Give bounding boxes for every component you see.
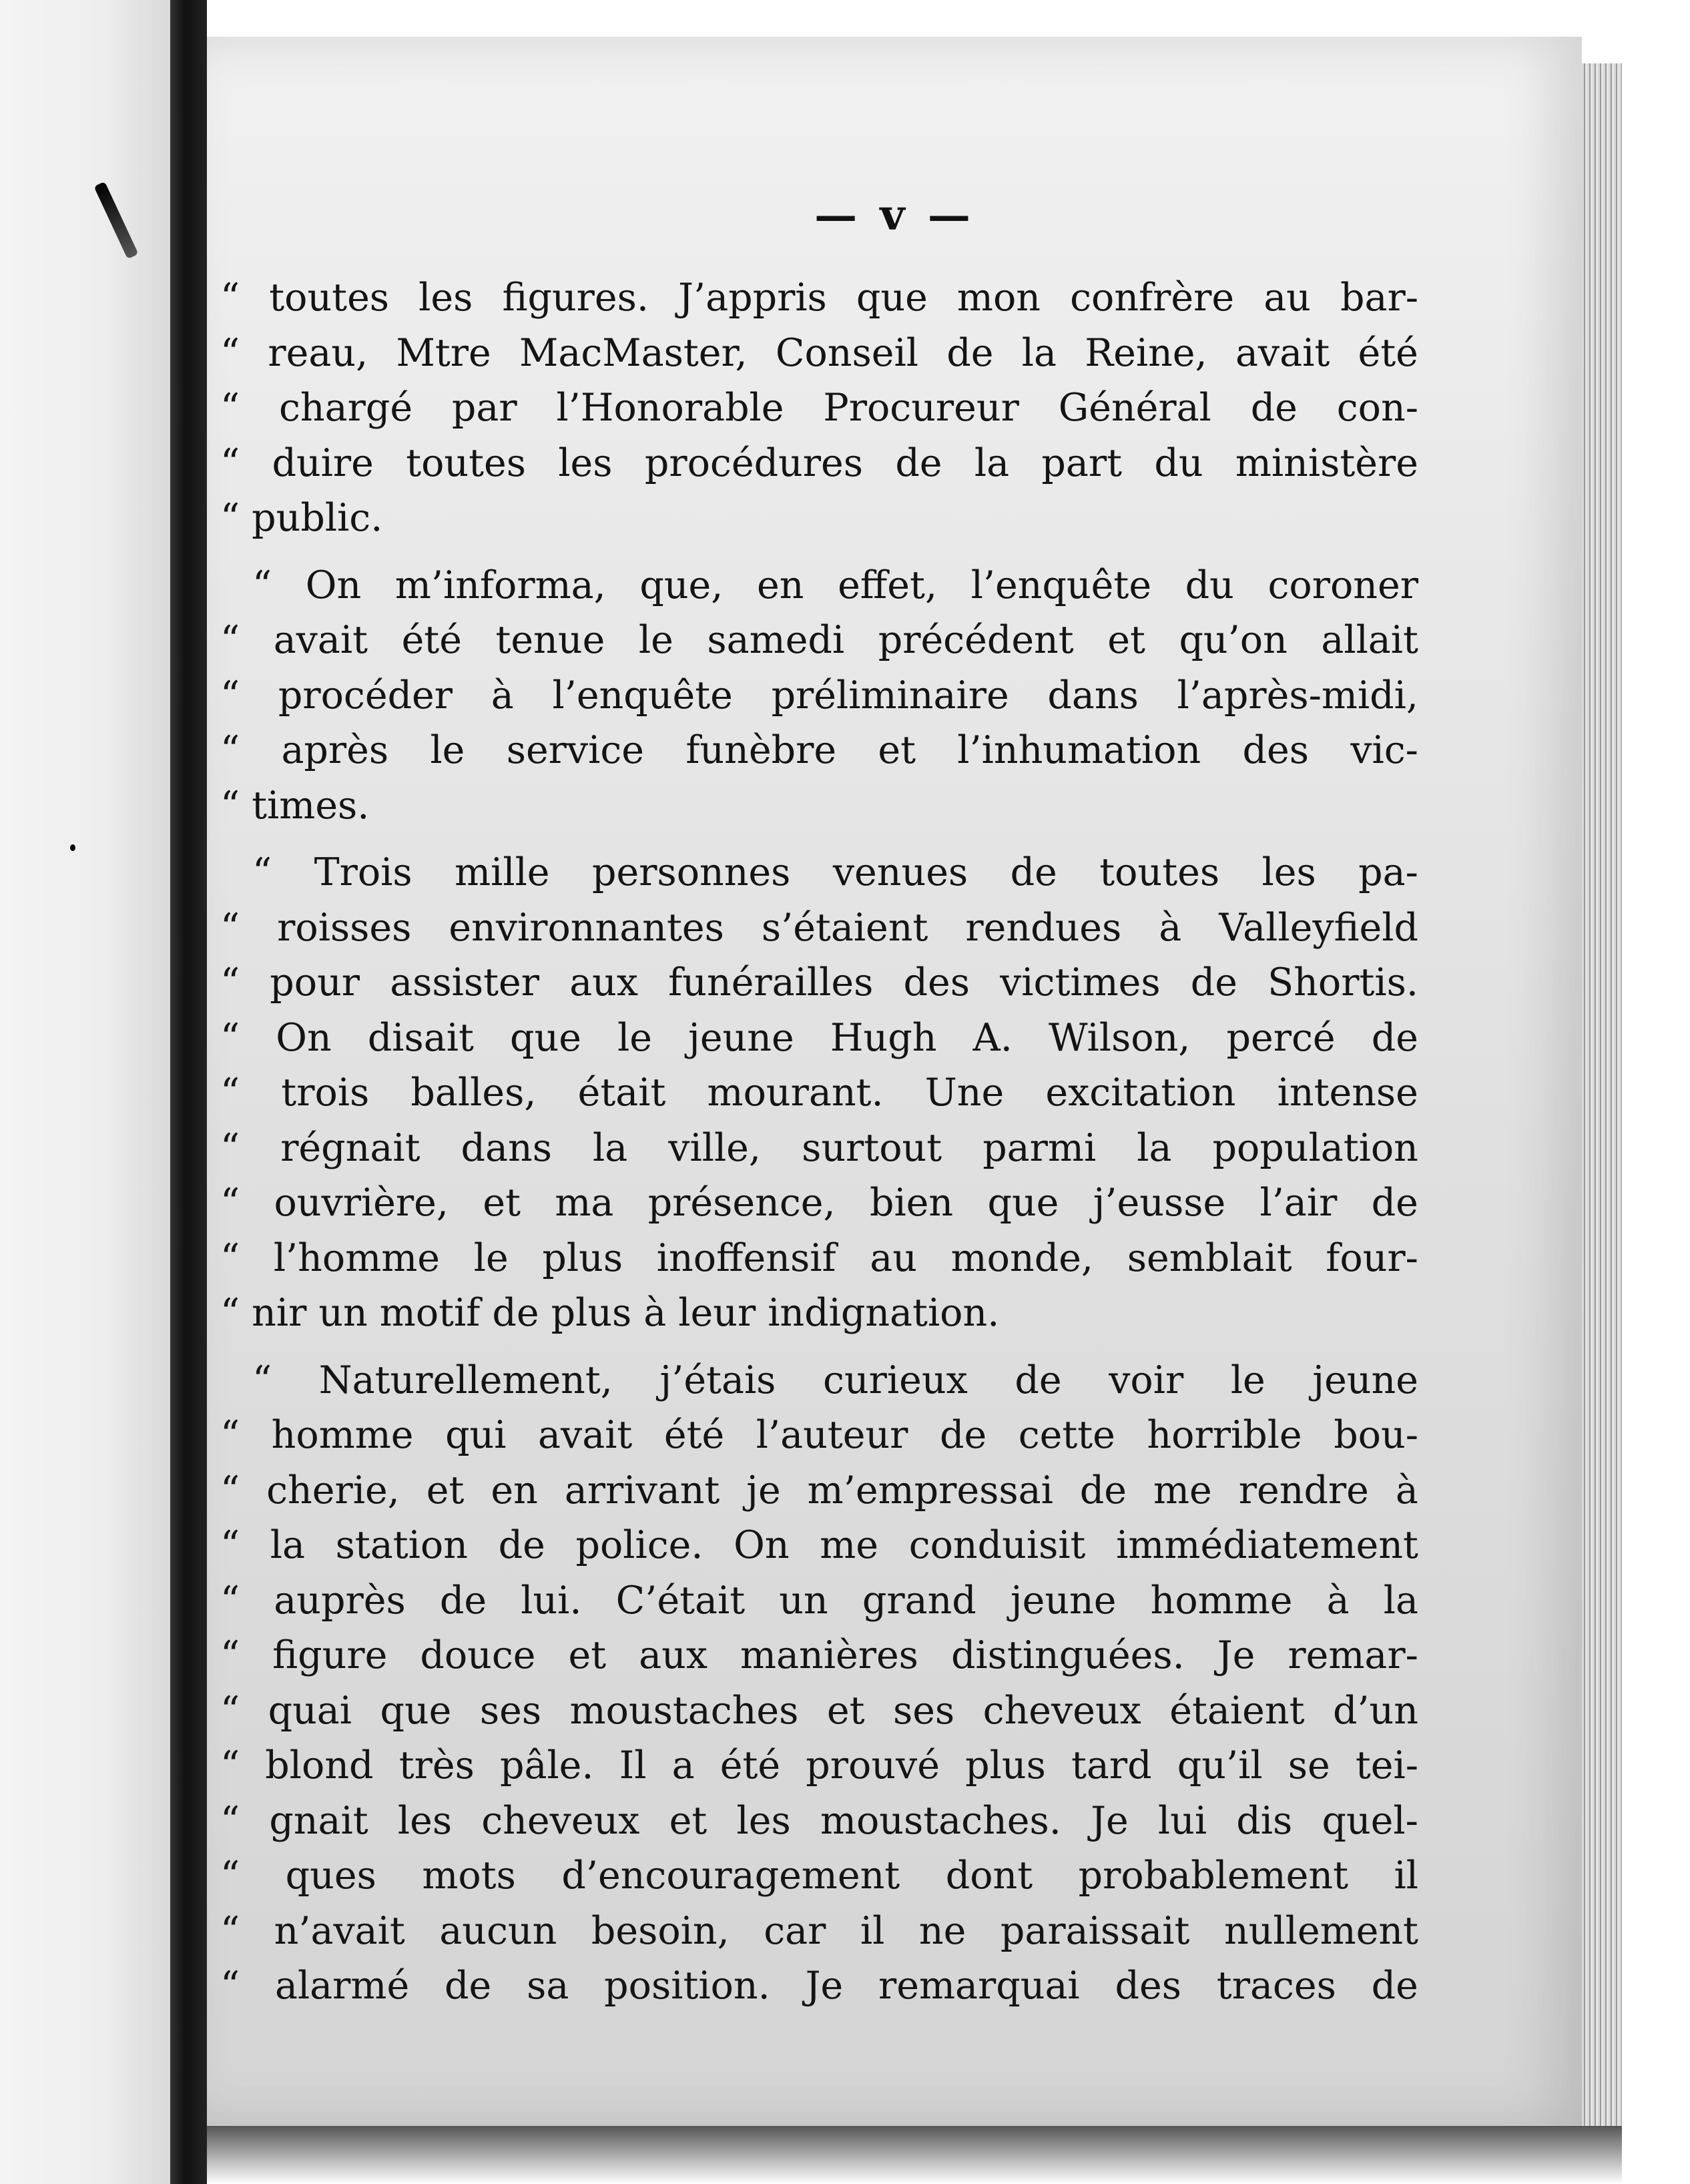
text-line: “ homme qui avait été l’auteur de cette horrible bou- — [220, 1413, 1418, 1457]
text-line: “ ques mots d’encouragement dont probablement il — [220, 1854, 1418, 1898]
text-line: “ pour assister aux funérailles des victimes de Shortis. — [220, 961, 1418, 1005]
text-line: “ Trois mille personnes venues de toutes les pa- — [252, 850, 1418, 894]
text-line: “ chargé par l’Honorable Procureur Général de con- — [220, 386, 1418, 430]
body-text — [220, 270, 1418, 2014]
page-number: — v — — [814, 190, 974, 240]
previous-page-edge — [0, 0, 170, 2184]
text-line: “ cherie, et en arrivant je m’empressai de me rendre à — [220, 1468, 1418, 1513]
text-line: “ toutes les figures. J’appris que mon confrère au bar- — [220, 276, 1418, 320]
text-line: “ On m’informa, que, en effet, l’enquête du coroner — [252, 563, 1418, 607]
paragraph — [220, 270, 1418, 546]
text-line: “ gnait les cheveux et les moustaches. Je lui dis quel- — [220, 1798, 1418, 1843]
text-line: “ public. — [220, 496, 383, 540]
ink-dot — [70, 844, 75, 851]
text-line: “ procéder à l’enquête préliminaire dans l’après-midi, — [220, 673, 1418, 718]
text-line: “ régnait dans la ville, surtout parmi la population — [220, 1125, 1418, 1170]
text-line: “ quai que ses moustaches et ses cheveux étaient d’un — [220, 1688, 1418, 1733]
text-line: “ alarmé de sa position. Je remarquai des traces de — [220, 1964, 1418, 2008]
page-edges-stack — [1582, 63, 1625, 2146]
text-line: “ trois balles, était mourant. Une excitation intense — [220, 1071, 1418, 1115]
paragraph — [220, 1353, 1418, 2014]
scan-background — [1622, 63, 1690, 2184]
text-line: “ auprès de lui. C’était un grand jeune homme à la — [220, 1578, 1418, 1623]
text-line: “ nir un motif de plus à leur indignation. — [220, 1291, 1000, 1335]
text-line: “ avait été tenue le samedi précédent et qu’on allait — [220, 618, 1418, 662]
text-line: “ blond très pâle. Il a été prouvé plus tard qu’il se tei- — [220, 1743, 1418, 1788]
text-line: “ On disait que le jeune Hugh A. Wilson, percé de — [220, 1015, 1418, 1060]
text-line: “ roisses environnantes s’étaient rendues à Valleyfield — [220, 905, 1418, 950]
text-line: “ n’avait aucun besoin, car il ne paraissait nullement — [220, 1908, 1418, 1953]
paragraph — [220, 845, 1418, 1341]
text-line: “ l’homme le plus inoffensif au monde, semblait four- — [220, 1236, 1418, 1280]
book-spine — [170, 0, 207, 2184]
text-line: “ figure douce et aux manières distinguées. Je remar- — [220, 1633, 1418, 1677]
text-line: “ Naturellement, j’étais curieux de voir le jeune — [252, 1358, 1418, 1402]
text-line: “ duire toutes les procédures de la part du ministère — [220, 441, 1418, 485]
text-line: “ reau, Mtre MacMaster, Conseil de la Reine, avait été — [220, 330, 1418, 375]
text-line: “ la station de police. On me conduisit immédiatement — [220, 1523, 1418, 1567]
text-line: “ times. — [220, 783, 370, 828]
text-line: “ après le service funèbre et l’inhumation des vic- — [220, 728, 1418, 772]
paragraph — [220, 558, 1418, 834]
page-bottom-shadow — [207, 2126, 1622, 2184]
text-line: “ ouvrière, et ma présence, bien que j’eusse l’air de — [220, 1181, 1418, 1225]
